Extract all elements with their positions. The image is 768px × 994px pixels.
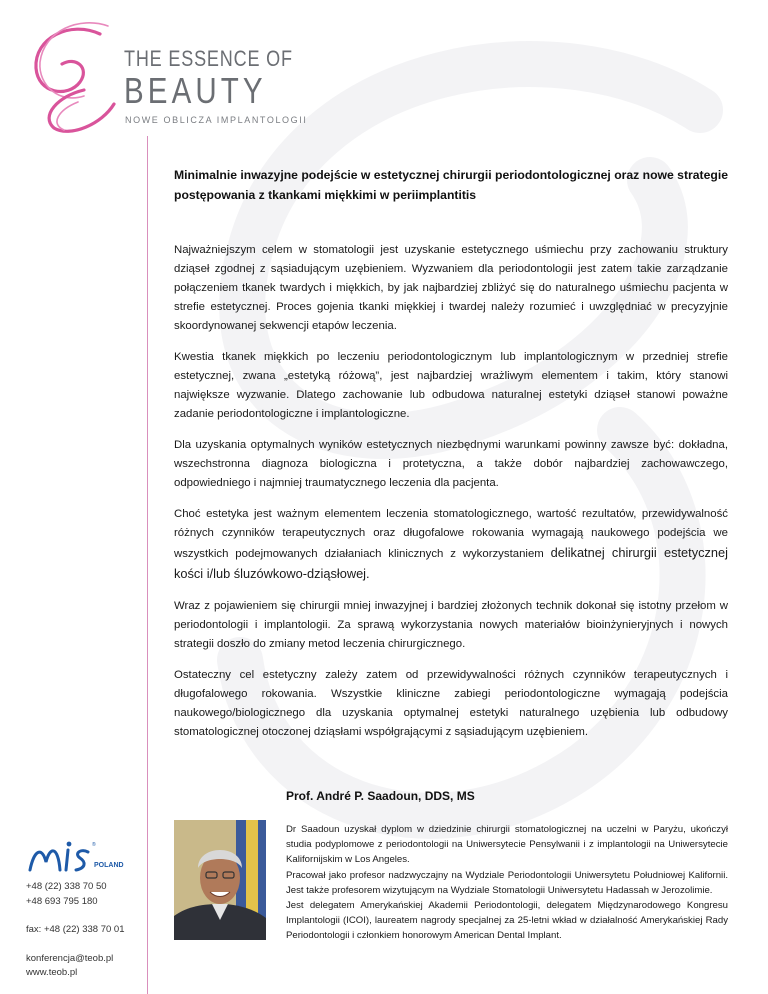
author-bio <box>286 822 728 944</box>
brand-logo <box>28 20 308 135</box>
author-bio-paragraph-3: Jest delegatem Amerykańskiej Akademii Periodontologii, delegatem Międzynarodowego Kongresu Implantologii (ICOI), laureatem nagrody specjalnej za 25-letni wkład w działalność Amerykańskiej Rady Periodontologii i członkiem honorowym American Dental Implant. <box>286 900 728 942</box>
author-bio-paragraph-2: Pracował jako profesor nadzwyczajny na Wydziale Periodontologii Uniwersytetu Południowej Kalifornii. Jest także profesorem wizytującym na Wydziale Stomatologii Uniwersytetu Hadassah w Jerozolimie. <box>286 869 728 896</box>
author-photo <box>174 820 266 940</box>
contact-phone-2: +48 693 795 180 <box>26 895 98 907</box>
article-paragraph-4-text: Choć estetyka jest ważnym elementem leczenia stomatologicznego, wartość rezultatów, przewidywalność różnych czynników terapeutycznych oraz długofalowe rokowania wymagają naukowego podejścia we wszystkich podejmowanych działaniach klinicznych z wykorzystaniem <box>174 508 728 560</box>
article-paragraph-4-tail: delikatnej chirurgii estetycznej kości i/lub śluzówkowo-dziąsłowej. <box>174 545 728 581</box>
contact-fax: fax: +48 (22) 338 70 01 <box>26 924 125 935</box>
brand-tagline: NOWE OBLICZA IMPLANTOLOGII <box>125 115 308 125</box>
brand-swirl-icon <box>28 20 128 135</box>
article-paragraph-5: Wraz z pojawieniem się chirurgii mniej inwazyjnej i bardziej złożonych technik dokonał się istotny przełom w periodontologii i implantologii. Za sprawą wykorzystania nowych materiałów bioinżynieryjnych i nowych strategii doszło do zmiany metod leczenia chirurgicznego. <box>174 600 728 650</box>
contact-website[interactable]: www.teob.pl <box>26 967 78 978</box>
article-paragraph-3: Dla uzyskania optymalnych wyników estetycznych niezbędnymi warunkami powinny zawsze być: dokładna, wszechstronna diagnoza biologiczna i protetyczna, a także dobór najbardziej zachowawczego, odpowiedniego i najmniej traumatycznego leczenia dla pacjenta. <box>174 439 728 489</box>
mis-logo-sub: POLAND <box>94 862 124 869</box>
article-paragraph-1: Najważniejszym celem w stomatologii jest uzyskanie estetycznego uśmiechu przy zachowaniu struktury dziąseł zgodnej z sąsiadującym uzębieniem. Wyzwaniem dla periodontologii jest zatem takie zarządzanie połączeniem tkanek twardych i miękkich, by jak najbardziej zbliżyć się do naturalnego uśmiechu pacjenta w strefie estetycznej. Proces gojenia tkanki miękkiej i twardej należy rozumieć i uwzględniać w precyzyjnie skoordynowanej sekwencji etapów leczenia. <box>174 244 728 332</box>
author-name: Prof. André P. Saadoun, DDS, MS <box>286 789 475 803</box>
contact-phone-1: +48 (22) 338 70 50 <box>26 881 107 892</box>
contact-email[interactable]: konferencja@teob.pl <box>26 952 114 964</box>
author-bio-paragraph-1: Dr Saadoun uzyskał dyplom w dziedzinie chirurgii stomatologicznej na uczelni w Paryżu, ukończył studia podyplomowe z periodontologii na Uniwersytecie Pensylwanii i z implantologii na Uniwersytecie Kalifornijskim w Los Angeles. <box>286 824 728 866</box>
article <box>174 166 728 754</box>
svg-text:®: ® <box>92 842 96 848</box>
vertical-divider <box>147 136 148 994</box>
contact-info <box>26 880 125 981</box>
brand-title-line1: THE ESSENCE OF <box>124 46 293 71</box>
article-title: Minimalnie inwazyjne podejście w estetycznej chirurgii periodontologicznej oraz nowe strategie postępowania z tkankami miękkimi w periimplantitis <box>174 168 728 202</box>
article-paragraph-2: Kwestia tkanek miękkich po leczeniu periodontologicznym lub implantologicznym w przedniej strefie estetycznej, zwana „estetyką różową”, jest najbardziej wrażliwym elementem i takim, który stanowi największe wyzwanie. Dlatego zachowanie lub odbudowa naturalnej estetyki dziąseł stanowi poważne zadanie periodontologiczne i implantologiczne. <box>174 351 728 420</box>
brand-title-line2: BEAUTY <box>124 70 267 111</box>
article-paragraph-6: Ostateczny cel estetyczny zależy zatem od przewidywalności różnych czynników terapeutycznych i długofalowego rokowania. Wszystkie kliniczne zabiegi periodontologiczne wymagają podejścia naukowego/biologicznego dla uzyskania optymalnej estetyki naturalnego uzębienia lub odbudowy stomatologicznej otoczonej dziąsłami współgrającymi z sąsiadującym uzębieniem. <box>174 669 728 738</box>
article-paragraph-4 <box>174 505 728 585</box>
mis-logo <box>26 836 130 876</box>
